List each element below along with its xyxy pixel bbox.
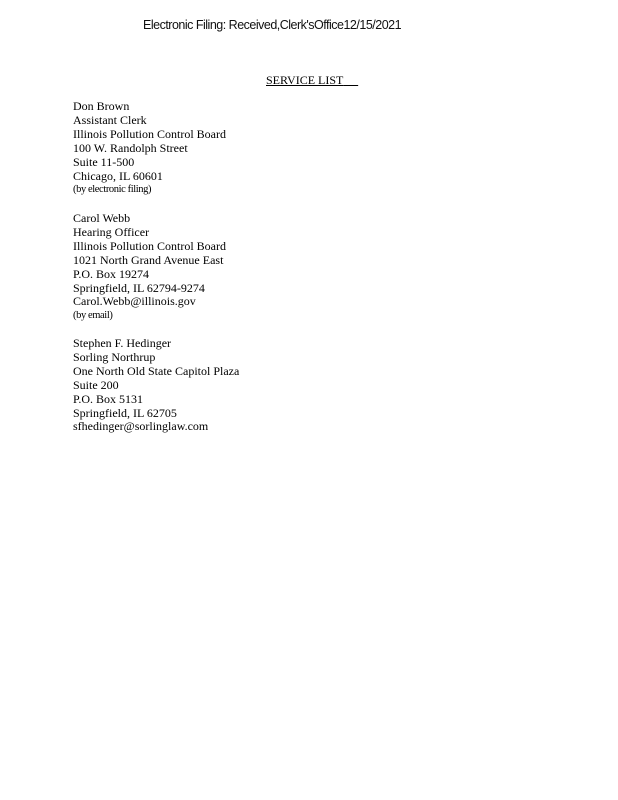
contact-address-line-2: Suite 200 bbox=[73, 377, 119, 392]
contact-address-line-3: P.O. Box 5131 bbox=[73, 391, 144, 406]
contact-delivery-note: (by email) bbox=[73, 310, 113, 322]
contact-address-line-1: One North Old State Capitol Plaza bbox=[73, 363, 240, 378]
contact-email: Carol.Webb@illinois.gov bbox=[73, 294, 196, 309]
contact-email: sfhedinger@sorlinglaw.com bbox=[73, 419, 209, 434]
contact-delivery-note: (by electronic filing) bbox=[73, 184, 152, 196]
contact-title: Hearing Officer bbox=[73, 224, 150, 239]
contact-title: Assistant Clerk bbox=[73, 112, 147, 127]
contact-block-stephen-hedinger bbox=[73, 337, 239, 434]
contact-city-state-zip: Springfield, IL 62705 bbox=[73, 405, 177, 420]
contact-name: Carol Webb bbox=[73, 211, 131, 225]
service-list-title bbox=[266, 73, 358, 88]
contact-name: Stephen F. Hedinger bbox=[73, 336, 172, 350]
contact-block-carol-webb bbox=[73, 212, 226, 323]
contact-address-line-2: P.O. Box 19274 bbox=[73, 266, 150, 281]
service-list-title-text: SERVICE LIST bbox=[266, 73, 344, 87]
contact-block-don-brown bbox=[73, 100, 226, 197]
contact-address-line-1: 100 W. Randolph Street bbox=[73, 140, 188, 155]
contact-name: Don Brown bbox=[73, 99, 130, 113]
contact-organization: Illinois Pollution Control Board bbox=[73, 126, 227, 141]
contact-city-state-zip: Chicago, IL 60601 bbox=[73, 168, 163, 183]
contact-organization: Illinois Pollution Control Board bbox=[73, 238, 227, 253]
electronic-filing-stamp: Electronic Filing: Received,Clerk'sOffice12/15/2021 bbox=[143, 18, 402, 32]
contact-city-state-zip: Springfield, IL 62794-9274 bbox=[73, 280, 205, 295]
contact-address-line-2: Suite 11-500 bbox=[73, 154, 135, 169]
contact-address-line-1: 1021 North Grand Avenue East bbox=[73, 252, 224, 267]
contact-organization: Sorling Northrup bbox=[73, 349, 156, 364]
